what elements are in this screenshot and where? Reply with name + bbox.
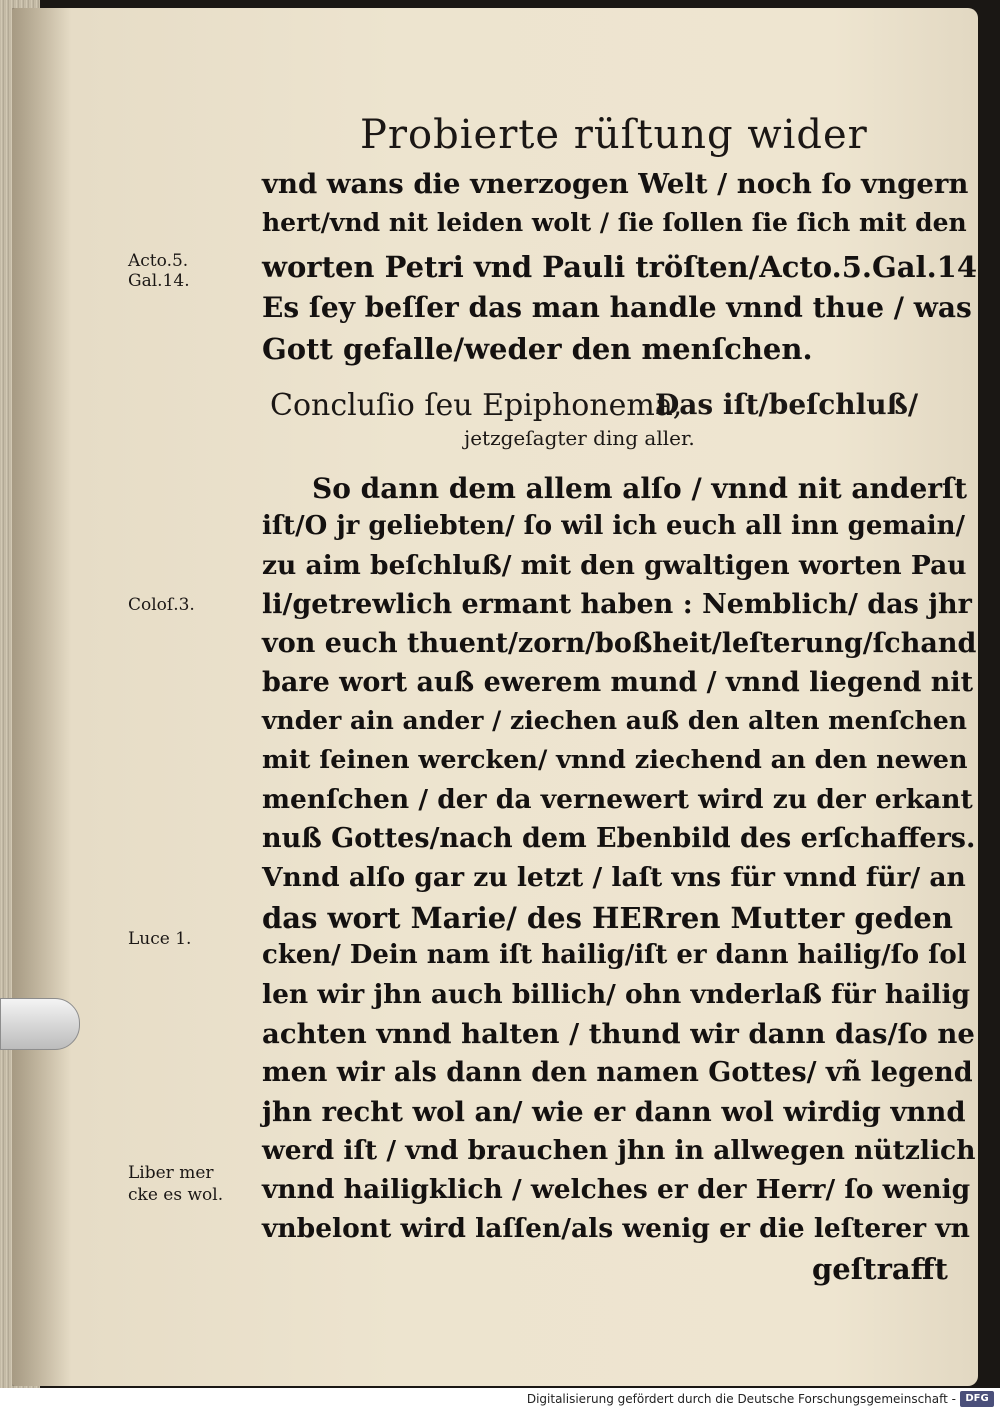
body-line: Gott gefalle/weder den menſchen. (262, 332, 813, 366)
running-header: Probierte rüſtung wider (360, 112, 868, 158)
body-line: len wir jhn auch billich/ ohn vnderlaß für hailig (262, 979, 971, 1010)
body-line: vnd wans die vnerzogen Welt / noch ſo vngern (262, 168, 969, 200)
body-line: von euch thuent/zorn/boßheit/leſterung/ſchand (262, 628, 977, 659)
body-line: menſchen / der da vernewert wird zu der erkant (262, 784, 973, 815)
margin-note-liber-2: cke es wol. (128, 1185, 224, 1205)
body-line: vnder ain ander / ziechen auß den alten menſchen (262, 706, 967, 735)
spine-shadow (12, 8, 72, 1386)
body-line: Es ſey beſſer das man handle vnnd thue / was (262, 291, 972, 324)
body-line: achten vnnd halten / thund wir dann das/ſo ne (262, 1018, 975, 1050)
body-line: das wort Marie/ des HERren Mutter geden (262, 901, 953, 935)
body-line: vnbelont wird laſſen/als wenig er die leſterer vn (262, 1213, 970, 1244)
body-line: mit ſeinen wercken/ vnnd ziechend an den newen (262, 745, 968, 775)
section-heading-latin: Concluſio ſeu Epiphonema, (270, 388, 683, 423)
catchword: geſtrafft (812, 1252, 948, 1286)
body-line: worten Petri vnd Pauli tröſten/Acto.5.Gal.14 (262, 250, 978, 284)
body-line: werd iſt / vnd brauchen jhn in allwegen nützlich (262, 1135, 976, 1166)
dfg-logo: DFG (960, 1391, 994, 1407)
funding-notice: Digitalisierung gefördert durch die Deutsche Forschungsgemeinschaft - (526, 1392, 956, 1406)
body-line: hert/vnd nit leiden wolt / ſie ſollen ſie ſich mit den (262, 208, 967, 237)
footer-bar (0, 1388, 1000, 1412)
body-line: iſt/O jr geliebten/ ſo wil ich euch all inn gemain/ (262, 511, 966, 541)
body-line: men wir als dann den namen Gottes/ vñ legend (262, 1057, 973, 1088)
body-line: nuß Gottes/nach dem Ebenbild des erſchaffers. (262, 823, 976, 854)
body-line: vnnd hailigklich / welches er der Herr/ ſo wenig (262, 1174, 971, 1205)
margin-note-gal: Gal.14. (128, 271, 190, 291)
margin-note-acto: Acto.5. (128, 251, 189, 271)
body-line: li/getrewlich ermant haben : Nemblich/ das jhr (262, 589, 972, 620)
body-line: jhn recht wol an/ wie er dann wol wirdig vnnd (262, 1096, 966, 1128)
body-line: So dann dem allem alſo / vnnd nit anderſt (312, 472, 968, 505)
margin-note-liber-1: Liber mer (128, 1163, 214, 1183)
body-line: bare wort auß ewerem mund / vnnd liegend nit (262, 667, 974, 698)
body-line: zu aim beſchluß/ mit den gwaltigen worten Pau (262, 550, 967, 581)
section-heading-line2: jetzgeſagter ding aller. (464, 426, 695, 450)
body-line: cken/ Dein nam iſt hailig/iſt er dann hailig/ſo ſol (262, 940, 967, 970)
page-clip (0, 998, 80, 1050)
margin-note-colos: Coloſ.3. (128, 595, 195, 615)
body-line: Vnnd alſo gar zu letzt / laſt vns für vnnd für/ an (262, 862, 966, 893)
margin-note-luce: Luce 1. (128, 929, 192, 949)
section-heading-german: Das iſt/beſchluß/ (655, 388, 919, 421)
